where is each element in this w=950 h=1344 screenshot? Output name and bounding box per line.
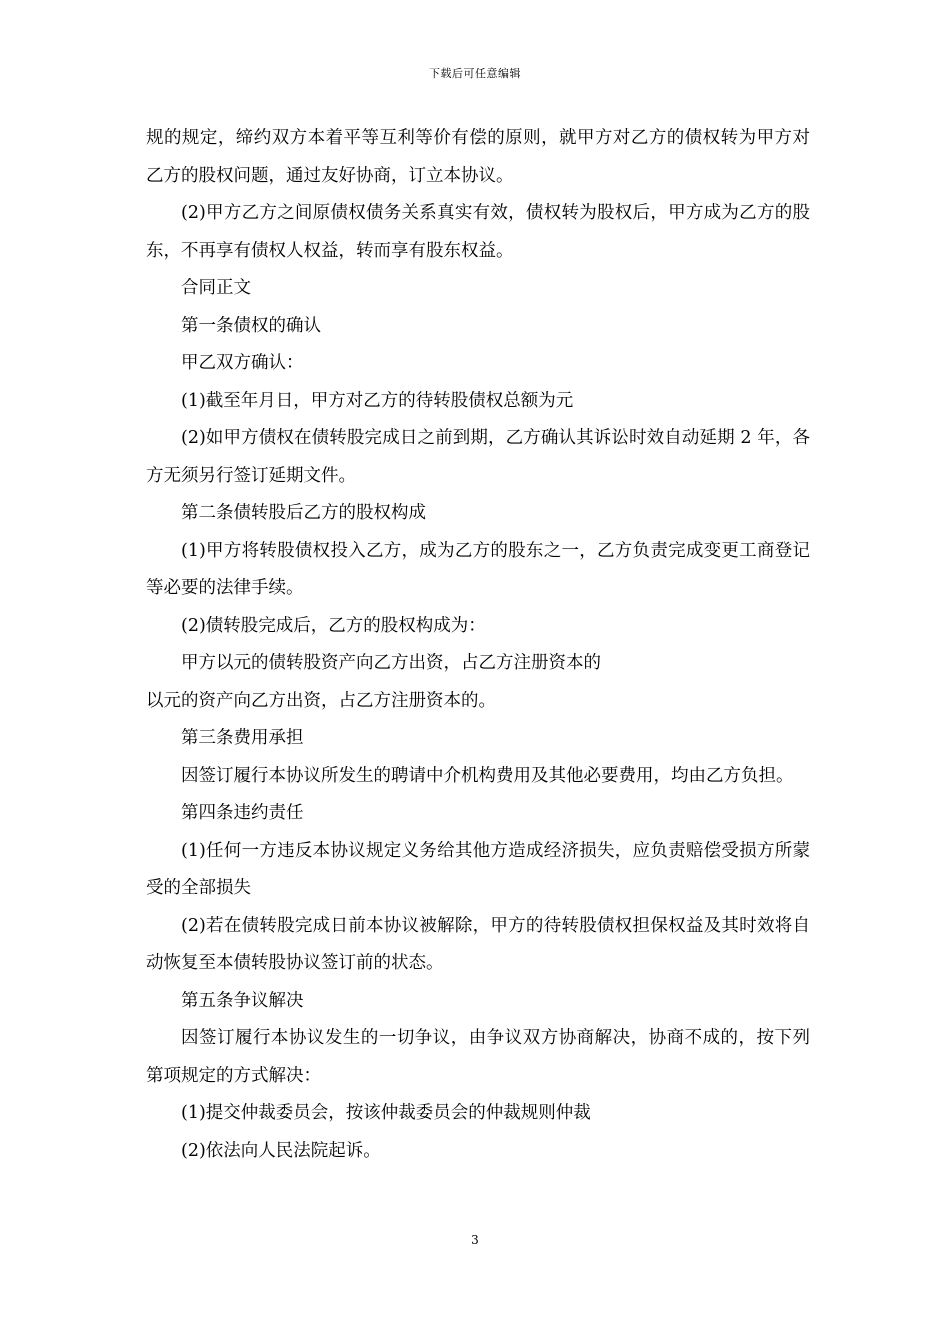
paragraph: (2)若在债转股完成日前本协议被解除，甲方的待转股债权担保权益及其时效将自动恢复至本债转股协议签订前的状态。 (146, 915, 810, 973)
paragraph: (1)提交仲裁委员会，按该仲裁委员会的仲裁规则仲裁 (181, 1103, 591, 1123)
page-number: 3 (471, 1233, 479, 1247)
paragraph: (2)债转股完成后，乙方的股权构成为： (181, 615, 486, 636)
article-heading: 第一条债权的确认 (181, 315, 321, 336)
paragraph: 因签订履行本协议所发生的聘请中介机构费用及其他必要费用，均由乙方负担。 (181, 765, 794, 786)
document-body (146, 120, 810, 1170)
paragraph: 甲乙双方确认： (181, 353, 304, 373)
paragraph: (2)依法向人民法院起诉。 (181, 1140, 381, 1161)
article-heading: 第三条费用承担 (181, 728, 304, 748)
section-heading: 合同正文 (181, 278, 251, 298)
paragraph: (1)截至年月日，甲方对乙方的待转股债权总额为元 (181, 390, 574, 411)
paragraph: (1)任何一方违反本协议规定义务给其他方造成经济损失，应负责赔偿受损方所蒙受的全部损失 (146, 840, 810, 898)
paragraph: 规的规定，缔约双方本着平等互利等价有偿的原则，就甲方对乙方的债权转为甲方对乙方的股权问题，通过友好协商，订立本协议。 (146, 128, 810, 186)
page-header: 下载后可任意编辑 (429, 67, 521, 80)
paragraph: 以元的资产向乙方出资，占乙方注册资本的。 (146, 690, 496, 711)
paragraph: (2)如甲方债权在债转股完成日之前到期，乙方确认其诉讼时效自动延期 2 年，各方无须另行签订延期文件。 (146, 428, 810, 486)
paragraph: (1)甲方将转股债权投入乙方，成为乙方的股东之一，乙方负责完成变更工商登记等必要的法律手续。 (146, 540, 810, 598)
article-heading: 第四条违约责任 (181, 803, 304, 823)
paragraph: (2)甲方乙方之间原债权债务关系真实有效，债权转为股权后，甲方成为乙方的股东，不再享有债权人权益，转而享有股东权益。 (146, 203, 810, 261)
paragraph: 因签订履行本协议发生的一切争议，由争议双方协商解决，协商不成的，按下列第项规定的方式解决： (146, 1028, 810, 1086)
paragraph: 甲方以元的债转股资产向乙方出资，占乙方注册资本的 (181, 653, 601, 673)
article-heading: 第五条争议解决 (181, 990, 304, 1011)
article-heading: 第二条债转股后乙方的股权构成 (181, 503, 426, 523)
